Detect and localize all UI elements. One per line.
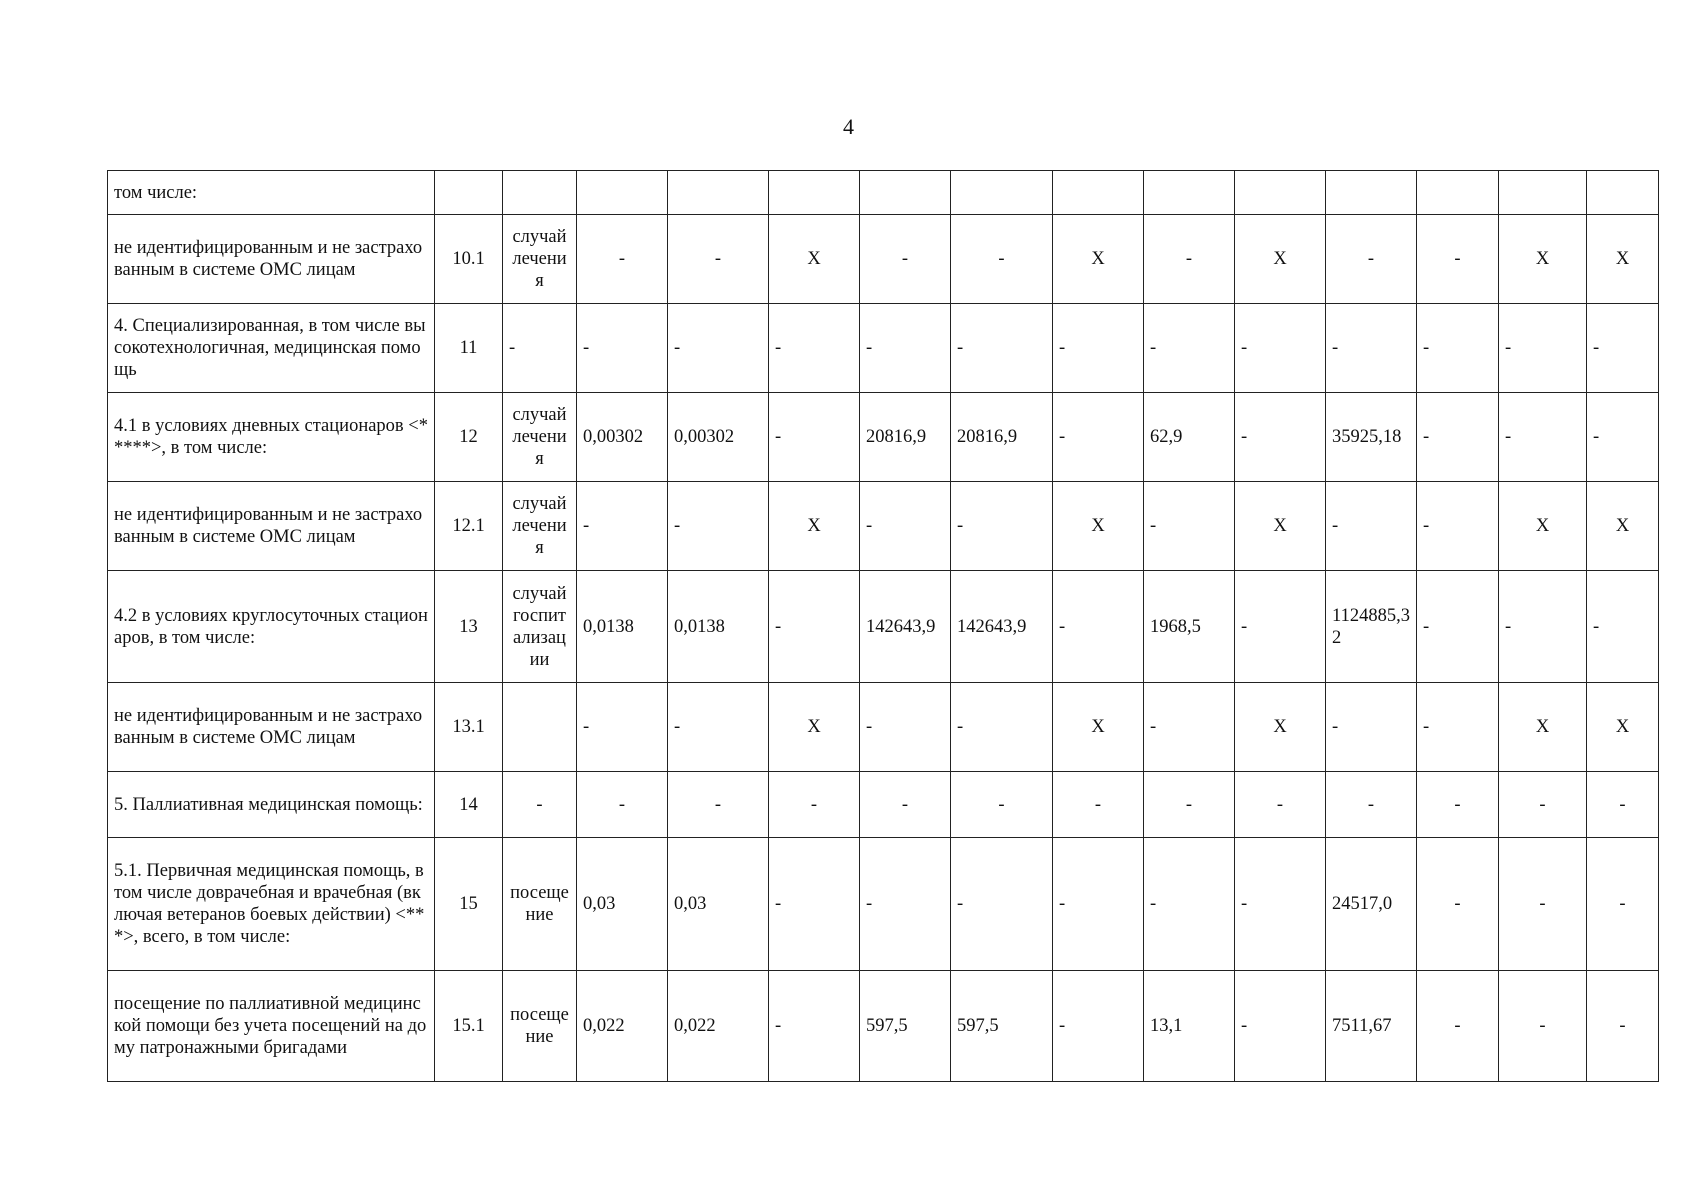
table-cell: - [769,838,860,971]
table-cell [1417,171,1499,215]
row-number: 14 [435,772,503,838]
table-cell: 1968,5 [1144,571,1235,683]
table-cell: - [1417,971,1499,1082]
table-cell: - [769,571,860,683]
table-cell: - [860,772,951,838]
table-cell: - [860,838,951,971]
table-cell: - [668,683,769,772]
table-cell: - [1499,304,1587,393]
table-row [108,482,1659,571]
table-cell: 0,00302 [577,393,668,482]
row-number: 10.1 [435,215,503,304]
table-cell: - [1417,393,1499,482]
table-cell: - [1587,971,1659,1082]
table-cell: - [1587,772,1659,838]
table-cell: 0,022 [668,971,769,1082]
table-row [108,571,1659,683]
table-cell: X [1499,482,1587,571]
table-cell: 0,0138 [668,571,769,683]
table-cell: - [1417,838,1499,971]
table-cell: - [1417,772,1499,838]
page-number: 4 [843,114,854,139]
row-unit: случай лечения [503,482,577,571]
table-row [108,215,1659,304]
table-cell: - [1235,304,1326,393]
row-unit: - [503,772,577,838]
row-number: 12.1 [435,482,503,571]
row-unit [503,171,577,215]
table-cell: - [1144,772,1235,838]
table-cell: - [1417,215,1499,304]
row-number: 12 [435,393,503,482]
table-cell [1053,171,1144,215]
table-cell: - [1144,838,1235,971]
table-row [108,971,1659,1082]
table-cell: 597,5 [951,971,1053,1082]
table-cell: X [1235,215,1326,304]
table-cell: X [769,683,860,772]
row-name: 4. Специализированная, в том числе высокотехнологичная, медицинская помощь [108,304,435,393]
table-cell: X [1587,215,1659,304]
table-cell: - [1499,393,1587,482]
table-cell: X [1053,482,1144,571]
table-cell: - [1235,571,1326,683]
table-cell: - [1499,971,1587,1082]
table-cell: - [1053,772,1144,838]
table-cell: - [577,215,668,304]
table-cell: - [1587,304,1659,393]
row-name: 4.2 в условиях круглосуточных стационаров, в том числе: [108,571,435,683]
table-cell: - [1053,304,1144,393]
table-cell: - [668,772,769,838]
table-cell: X [1587,482,1659,571]
table-cell: - [769,304,860,393]
table-cell: 597,5 [860,971,951,1082]
table-cell: X [1587,683,1659,772]
table-cell: 1124885,32 [1326,571,1417,683]
table-cell: 142643,9 [860,571,951,683]
table-cell: - [769,971,860,1082]
table-cell: - [1144,683,1235,772]
table-cell: - [1053,838,1144,971]
table-cell: - [951,838,1053,971]
table-cell: - [951,482,1053,571]
row-name: 5.1. Первичная медицинская помощь, в том числе доврачебная и врачебная (включая ветеранов боевых действии) <***>, всего, в том числе: [108,838,435,971]
table-cell: 0,03 [577,838,668,971]
table-cell [1499,171,1587,215]
table-cell: - [951,304,1053,393]
table-cell: - [1417,571,1499,683]
table-cell: X [1235,683,1326,772]
table-cell: 20816,9 [951,393,1053,482]
table-cell: 20816,9 [860,393,951,482]
table-cell [951,171,1053,215]
row-name: 4.1 в условиях дневных стационаров <*****>, в том числе: [108,393,435,482]
table-cell: - [668,482,769,571]
table-cell: X [769,215,860,304]
row-unit: случай лечения [503,215,577,304]
table-cell: - [1326,215,1417,304]
row-unit [503,683,577,772]
table-cell: 0,0138 [577,571,668,683]
table-cell: - [1144,215,1235,304]
row-number: 13 [435,571,503,683]
table-cell [1144,171,1235,215]
table-cell: - [1587,838,1659,971]
table-row [108,772,1659,838]
table-cell: 35925,18 [1326,393,1417,482]
table-cell: - [951,772,1053,838]
table-cell: - [577,683,668,772]
table-cell: - [1235,393,1326,482]
table-cell: - [1053,971,1144,1082]
table-cell [577,171,668,215]
table-row [108,393,1659,482]
table-cell: - [577,482,668,571]
table-cell: 142643,9 [951,571,1053,683]
row-number: 11 [435,304,503,393]
table-cell: - [1587,571,1659,683]
row-unit: посещение [503,838,577,971]
table-cell [860,171,951,215]
table-cell: - [1326,304,1417,393]
table-cell: 0,03 [668,838,769,971]
row-unit: случай лечения [503,393,577,482]
table-cell: - [1326,683,1417,772]
table-cell: - [1499,838,1587,971]
table-cell: - [1235,971,1326,1082]
table-cell: - [1144,482,1235,571]
table-row [108,838,1659,971]
table-cell: - [769,393,860,482]
row-number: 15.1 [435,971,503,1082]
table-cell: - [577,772,668,838]
table-cell: - [577,304,668,393]
table-cell: X [1053,683,1144,772]
table-cell: - [769,772,860,838]
row-name: не идентифицированным и не застрахованным в системе ОМС лицам [108,215,435,304]
row-unit: случай госпитализации [503,571,577,683]
table-cell: - [860,215,951,304]
table-cell: - [1417,482,1499,571]
table-cell [668,171,769,215]
table-row [108,683,1659,772]
table-cell: X [1235,482,1326,571]
table-cell: X [1053,215,1144,304]
table-cell: - [668,215,769,304]
table-cell: - [1326,772,1417,838]
table-row [108,304,1659,393]
table-cell [769,171,860,215]
table-cell: - [1235,838,1326,971]
table-cell: 0,022 [577,971,668,1082]
table-cell: - [1053,571,1144,683]
table-cell: - [1326,482,1417,571]
table-cell: 7511,67 [1326,971,1417,1082]
row-name: 5. Паллиативная медицинская помощь: [108,772,435,838]
row-number [435,171,503,215]
table-cell: - [951,215,1053,304]
row-unit: посещение [503,971,577,1082]
table-cell: - [1499,772,1587,838]
table-cell: - [1499,571,1587,683]
table-cell: - [1417,683,1499,772]
table-cell [1587,171,1659,215]
table-cell: - [951,683,1053,772]
row-name: не идентифицированным и не застрахованным в системе ОМС лицам [108,683,435,772]
table-cell: - [1587,393,1659,482]
table-cell: - [860,683,951,772]
table-cell: - [860,304,951,393]
table-cell: 24517,0 [1326,838,1417,971]
row-unit: - [503,304,577,393]
row-number: 15 [435,838,503,971]
row-name: не идентифицированным и не застрахованным в системе ОМС лицам [108,482,435,571]
table-cell: 62,9 [1144,393,1235,482]
table-cell: X [769,482,860,571]
table-cell: - [1053,393,1144,482]
table-row [108,171,1659,215]
table-cell: X [1499,215,1587,304]
table-cell: - [1235,772,1326,838]
table-cell: 0,00302 [668,393,769,482]
row-name: том числе: [108,171,435,215]
table-cell: - [1144,304,1235,393]
table-cell: X [1499,683,1587,772]
table-cell: - [668,304,769,393]
table-cell: 13,1 [1144,971,1235,1082]
table-cell [1326,171,1417,215]
data-table [107,170,1659,1082]
row-number: 13.1 [435,683,503,772]
table-cell [1235,171,1326,215]
table-cell: - [860,482,951,571]
table-cell: - [1417,304,1499,393]
row-name: посещение по паллиативной медицинской помощи без учета посещений на дому патронажными бригадами [108,971,435,1082]
